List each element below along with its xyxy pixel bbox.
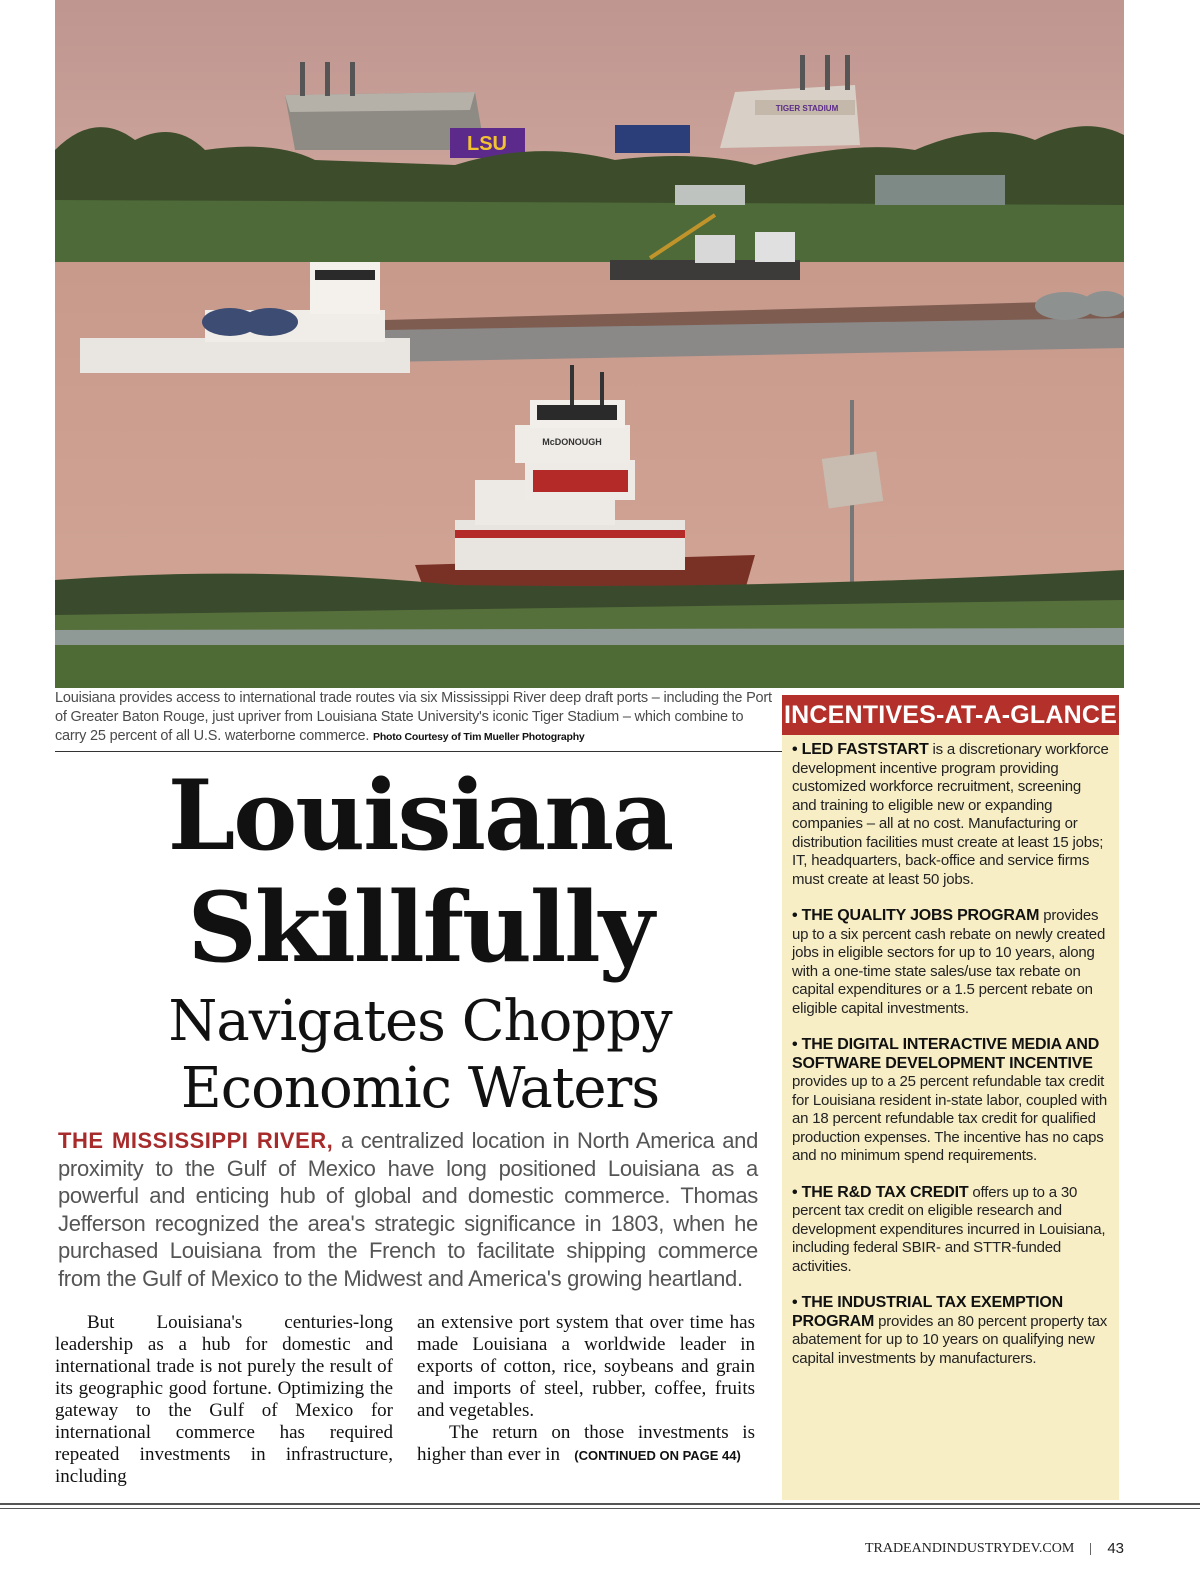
incentive-item — [792, 741, 1109, 889]
headline-line-2: Skillfully — [187, 871, 653, 984]
incentive-item — [792, 1036, 1109, 1166]
body-paragraph — [417, 1422, 755, 1467]
incentives-sidebar — [782, 695, 1119, 1500]
caption-text: Louisiana provides access to international trade routes via six Mississippi River deep draft ports – including the Port of Greater Baton Rouge, just upriver from Louisiana State University's iconic Tiger Stadium – which combine to carry 25 percent of all U.S. waterborne commerce. — [55, 690, 772, 744]
lede-text: a centralized location in North America and proximity to the Gulf of Mexico have long positioned Louisiana as a powerful and enticing hub of global and domestic commerce. Thomas Jefferson recognized the area's strategic significance in 1803, when he purchased Louisiana from the French to facilitate shipping commerce from the Gulf of Mexico to the Midwest and America's growing heartland. — [58, 1128, 759, 1291]
boat-name-text: McDONOUGH — [542, 437, 602, 447]
incentive-item — [792, 1294, 1109, 1368]
stadium-name-text: TIGER STADIUM — [775, 104, 839, 113]
incentive-key: • THE DIGITAL INTERACTIVE MEDIA AND SOFTWARE DEVELOPMENT INCENTIVE — [792, 1036, 1100, 1072]
footer-rule — [0, 1503, 1200, 1505]
body-column-1 — [55, 1312, 393, 1488]
caption-divider — [55, 751, 785, 752]
headline-subtitle — [55, 988, 785, 1122]
footer-rule — [0, 1508, 1200, 1509]
incentive-text: provides an 80 percent property tax abatement for up to 10 years on qualifying new capital investments by manufacturers. — [792, 1312, 1108, 1367]
incentive-text: offers up to a 30 percent tax credit on eligible research and development expenditures incurred in Louisiana, including federal SBIR- and STTR-funded activities. — [792, 1183, 1106, 1275]
photo-caption — [55, 689, 775, 747]
feature-photo — [55, 0, 1124, 688]
headline-main — [55, 760, 785, 984]
article-body — [55, 1312, 755, 1488]
article-lede — [58, 1127, 758, 1292]
body-column-2 — [417, 1312, 755, 1488]
photo-credit: Photo Courtesy of Tim Mueller Photography — [373, 731, 585, 743]
article-headline — [55, 760, 785, 1122]
incentive-key: • THE INDUSTRIAL TAX EXEMPTION PROGRAM — [792, 1294, 1064, 1330]
river-scene-illustration — [55, 0, 1124, 688]
subtitle-line-1: Navigates Choppy — [168, 989, 672, 1054]
incentive-text: is a discretionary workforce development incentive program providing customized workforce recruitment, screening and training to eligible new or expanding companies – all at no cost. Manufacturing or distribution facilities must create at least 15 jobs; IT, headquarters, back-office and service firms must create at least 50 jobs. — [792, 741, 1109, 888]
incentive-item — [792, 1184, 1109, 1277]
subtitle-line-2: Economic Waters — [180, 1056, 660, 1121]
body-paragraph: an extensive port system that over time has made Louisiana a worldwide leader in exports of cotton, rice, soybeans and grain and imports of steel, rubber, coffee, fruits and vegetables. — [417, 1312, 755, 1421]
incentive-key: • LED FASTSTART — [792, 741, 929, 758]
continued-link[interactable]: (CONTINUED ON PAGE 44) — [574, 1448, 741, 1463]
sidebar-title: INCENTIVES-AT-A-GLANCE — [782, 695, 1119, 735]
incentive-key: • THE R&D TAX CREDIT — [792, 1183, 969, 1201]
lede-lead-in: THE MISSISSIPPI RIVER, — [58, 1128, 334, 1153]
incentive-text: provides up to a six percent cash rebate on newly created jobs in eligible sectors for up to 10 years, along with a one-time state sales/use tax rebate on capital expenditures or a 1.5 percent rebate on eligible capital investments. — [792, 907, 1106, 1017]
incentives-list — [782, 735, 1119, 1368]
headline-line-1: Louisiana — [167, 759, 673, 872]
footer-site[interactable]: TRADEANDINDUSTRYDEV.COM — [864, 1540, 1075, 1556]
incentive-item — [792, 907, 1109, 1018]
lsu-sign-text: LSU — [467, 133, 507, 155]
page-footer — [865, 1540, 1124, 1557]
body-paragraph: But Louisiana's centuries-long leadership as a hub for domestic and international trade is not purely the result of its geographic good fortune. Optimizing the gateway to the Gulf of Mexico for international commerce has required repeated investments in infrastructure, including — [55, 1312, 393, 1487]
incentive-text: provides up to a 25 percent refundable tax credit for Louisiana resident in-state labor, coupled with an 18 percent refundable tax credit for qualified production expenses. The incentive has no caps and no minimum spend requirements. — [792, 1073, 1107, 1164]
body-paragraph-text: The return on those investments is higher than ever in — [417, 1422, 755, 1465]
incentive-key: • THE QUALITY JOBS PROGRAM — [792, 907, 1040, 924]
page-number: 43 — [1107, 1540, 1124, 1557]
footer-separator — [1090, 1543, 1091, 1555]
